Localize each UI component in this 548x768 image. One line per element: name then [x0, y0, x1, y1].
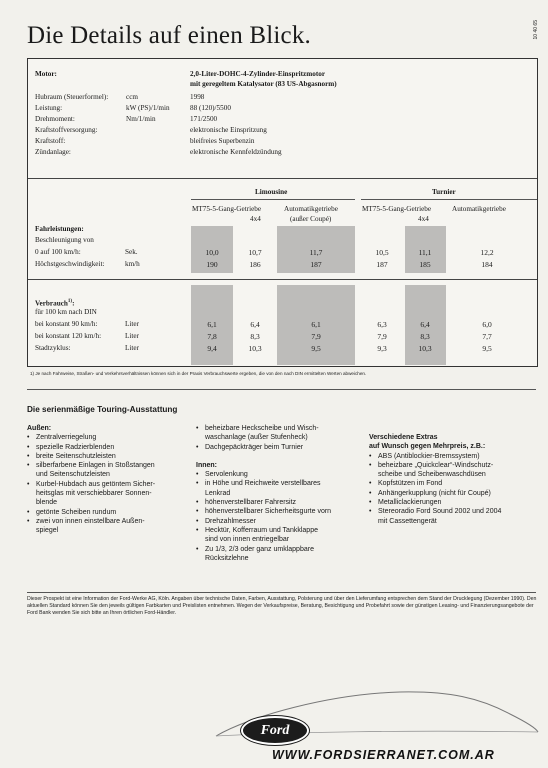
cons-value: 9,3 [377, 344, 387, 353]
cons-value: 6,1 [311, 320, 321, 329]
accel-value: 11,7 [309, 248, 323, 257]
motor-label: Motor: [35, 70, 57, 78]
spec-label: Hubraum (Steuerformel): [35, 93, 109, 101]
innen-heading: Innen: [196, 461, 217, 469]
spec-value: bleifreies Superbenzin [190, 137, 255, 145]
cons-unit: Liter [125, 332, 139, 340]
spec-value: elektronische Kennfeldzündung [190, 148, 282, 156]
list-item: • getönte Scheiben rundum [27, 508, 192, 517]
list-item: • spezielle Radzierblenden [27, 443, 192, 452]
spec-table [27, 58, 538, 367]
cons-value: 6,4 [250, 320, 260, 329]
cons-label: bei konstant 120 km/h: [35, 332, 102, 340]
list-item-continuation: blende [36, 499, 58, 507]
cons-label: Stadtzyklus: [35, 344, 71, 352]
vmax-value: 190 [206, 260, 218, 269]
extras-heading: Verschiedene Extras [369, 434, 438, 441]
spec-value: 88 (120)/5500 [190, 104, 231, 112]
list-item-continuation: und Seitenschutzleisten [36, 471, 110, 479]
accel-value: 10,7 [248, 248, 262, 257]
list-item-continuation: mit Cassettengerät [378, 517, 437, 525]
spec-label: Leistung: [35, 104, 63, 112]
disclaimer: Dieser Prospekt ist eine Information der Ford-Werke AG, Köln. Angaben über technische Daten, Farben, Ausstattung, Polsterung und über den Lieferumfang entsprechen dem Stand der Drucklegung (Dezember 1990). Den aktuellen Standard können Sie den jeweils gültigen Farbkarten und Preislisten entnehmen. Wegen der Verkaufspreise, Beratung, Besichtigung und Probefahrt sowie der günstigen Leasing- und Finanzierungsangebote der Ford Bank wenden Sie sich bitte an Ihren örtlichen Ford-Händler. [27, 596, 537, 617]
aussen-column [27, 424, 192, 536]
list-item: • silberfarbene Einlagen in Stoßstangen [27, 461, 192, 470]
cons-value: 9,4 [207, 344, 217, 353]
list-item-continuation: Rücksitzlehne [205, 554, 249, 562]
spec-value: 171/2500 [190, 115, 218, 123]
cons-value: 7,9 [377, 332, 387, 341]
list-item-continuation: sind von innen entriegelbar [205, 536, 290, 544]
fahrleistungen-label: Fahrleistungen: [35, 225, 84, 233]
cons-value: 7,8 [207, 332, 217, 341]
col-header: 4x4 [418, 215, 429, 223]
list-item: • Servolenkung [196, 470, 366, 479]
col-header: MT75-5-Gang-Getriebe [192, 205, 262, 213]
vmax-value: 185 [419, 260, 431, 269]
cons-value: 9,5 [482, 344, 492, 353]
list-item: • höhenverstellbarer Sicherheitsgurte vorn [196, 507, 366, 516]
cons-value: 6,3 [377, 320, 387, 329]
touring-title: Die serienmäßige Touring-Ausstattung [27, 405, 178, 414]
list-item: • Dachgepäckträger beim Turnier [196, 443, 366, 452]
spec-label: Drehmoment: [35, 115, 75, 123]
cons-value: 10,3 [248, 344, 262, 353]
innen-column [196, 424, 366, 563]
spec-unit: Nm/1/min [126, 115, 156, 123]
cons-value: 10,3 [418, 344, 432, 353]
accel-value: 11,1 [418, 248, 432, 257]
extras-column [369, 433, 541, 526]
motor-value-line-2: mit geregeltem Katalysator (83 US-Abgasnorm) [190, 80, 337, 88]
cons-unit: Liter [125, 320, 139, 328]
spec-value: 1998 [190, 93, 205, 101]
col-header: MT75-5-Gang-Getriebe [362, 205, 432, 213]
cons-value: 7,7 [482, 332, 492, 341]
list-item: • beheizbare Heckscheibe und Wisch- [196, 424, 366, 433]
spec-label: Kraftstoff: [35, 137, 66, 145]
footnote-marker: 1) [67, 299, 73, 304]
limousine-header: Limousine [255, 188, 288, 196]
list-item: • Kurbel-Hubdach aus getöntem Sicher- [27, 480, 192, 489]
list-item-continuation: heitsglas mit verschiebbarer Sonnen- [36, 490, 152, 498]
header-rule [361, 199, 537, 200]
ford-logo: Ford [241, 716, 309, 745]
list-item: • höhenverstellbarer Fahrersitz [196, 498, 366, 507]
table-divider [28, 178, 537, 179]
din-label: für 100 km nach DIN [35, 308, 97, 316]
col-header: Automatikgetriebe [284, 205, 338, 213]
accel-unit: Sek. [125, 248, 138, 256]
list-item: • Anhängerkupplung (nicht für Coupé) [369, 489, 541, 498]
spec-label: Kraftstoffversorgung: [35, 126, 98, 134]
list-item: • Hecktür, Kofferraum und Tankklappe [196, 526, 366, 535]
cons-label: bei konstant 90 km/h: [35, 320, 98, 328]
turnier-header: Turnier [432, 188, 456, 196]
list-item: • Metalliclackierungen [369, 498, 541, 507]
list-item-continuation: spiegel [36, 527, 59, 535]
list-item: • beheizbare „Quickclear“-Windschutz- [369, 461, 541, 470]
vmax-value: 187 [310, 260, 322, 269]
table-divider [28, 279, 537, 280]
section-divider [27, 592, 536, 593]
list-item: • ABS (Antiblockier-Bremssystem) [369, 452, 541, 461]
cons-value: 6,1 [207, 320, 217, 329]
spec-label: Zündanlage: [35, 148, 71, 156]
vmax-value: 186 [249, 260, 261, 269]
accel-value: 10,5 [375, 248, 389, 257]
section-divider [27, 389, 536, 390]
spec-value: elektronische Einspritzung [190, 126, 267, 134]
list-item: • Kopfstützen im Fond [369, 479, 541, 488]
col-header: (außer Coupé) [290, 215, 332, 223]
verbrauch-label: Verbrauch$^{1)}$: [35, 299, 75, 308]
cons-unit: Liter [125, 344, 139, 352]
motor-value-line-1: 2,0-Liter-DOHC-4-Zylinder-Einspritzmotor [190, 70, 326, 78]
list-item: • Zentralverriegelung [27, 433, 192, 442]
vmax-value: 184 [481, 260, 493, 269]
list-item-continuation: waschanlage (außer Stufenheck) [205, 434, 308, 442]
document-code: 10 40 65 [533, 20, 539, 40]
aussen-heading: Außen: [27, 425, 52, 432]
cons-value: 8,3 [250, 332, 260, 341]
list-item-continuation: scheibe und Scheibenwaschdüsen [378, 471, 486, 479]
extras-subheading: auf Wunsch gegen Mehrpreis, z.B.: [369, 443, 486, 451]
footnote: 1) Je nach Fahrweise, Straßen- und Verkehrsverhältnissen können sich in der Praxis Verbrauchswerte ergeben, die von den nach DIN ermittelten Werten abweichen. [30, 371, 367, 376]
spec-unit: kW (PS)/1/min [126, 104, 170, 112]
accel-value: 12,2 [480, 248, 494, 257]
cons-value: 7,9 [311, 332, 321, 341]
watermark-url: WWW.FORDSIERRANET.COM.AR [272, 748, 495, 762]
page-title: Die Details auf einen Blick. [27, 22, 311, 49]
cons-value: 6,4 [420, 320, 430, 329]
cons-value: 6,0 [482, 320, 492, 329]
list-item: • in Höhe und Reichweite verstellbares [196, 479, 366, 488]
cons-value: 8,3 [420, 332, 430, 341]
list-item: • zwei von innen einstellbare Außen- [27, 517, 192, 526]
list-item: • Stereoradio Ford Sound 2002 und 2004 [369, 507, 541, 516]
list-item-continuation: Lenkrad [205, 489, 231, 497]
beschleunigung-label: Beschleunigung von [35, 236, 94, 244]
vmax-value: 187 [376, 260, 388, 269]
vmax-label: Höchstgeschwindigkeit: [35, 260, 105, 268]
col-header: 4x4 [250, 215, 261, 223]
header-rule [191, 199, 355, 200]
spec-unit: ccm [126, 93, 138, 101]
accel-value: 10,0 [205, 248, 219, 257]
cons-value: 9,5 [311, 344, 321, 353]
col-header: Automatikgetriebe [452, 205, 506, 213]
list-item: • breite Seitenschutzleisten [27, 452, 192, 461]
list-item: • Drehzahlmesser [196, 517, 366, 526]
vmax-unit: km/h [125, 260, 140, 268]
accel-label: 0 auf 100 km/h: [35, 248, 81, 256]
list-item: • Zu 1/3, 2/3 oder ganz umklappbare [196, 545, 366, 554]
